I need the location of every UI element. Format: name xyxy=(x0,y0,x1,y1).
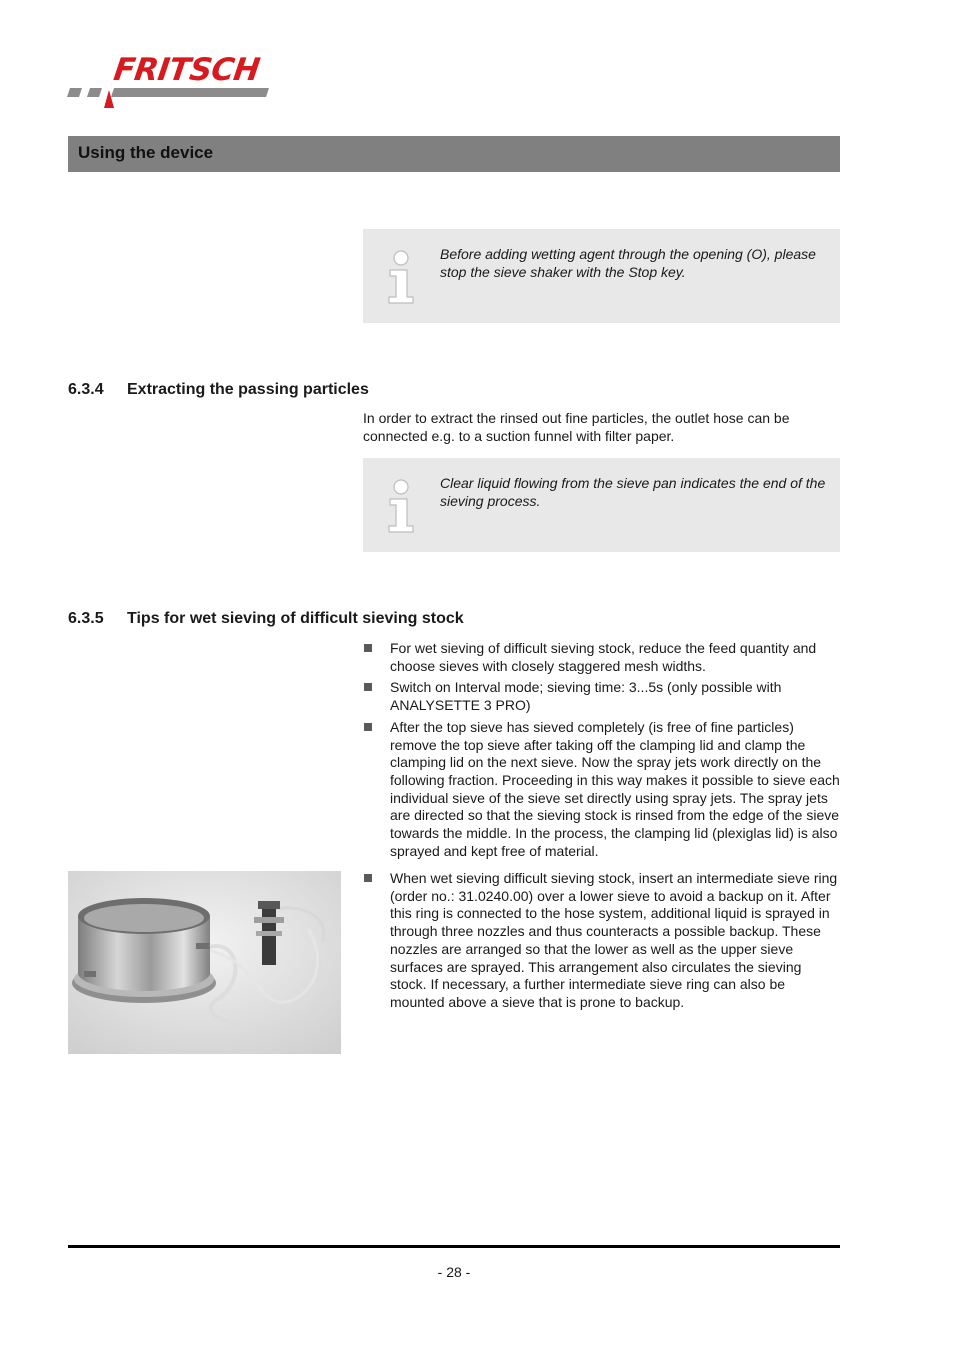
section-title: Using the device xyxy=(78,143,214,162)
bullet-square-icon xyxy=(364,874,372,882)
section-heading-text: Extracting the passing particles xyxy=(127,381,369,398)
bullet-square-icon xyxy=(364,683,372,691)
section-number: 6.3.4 xyxy=(68,381,104,398)
bullet-square-icon xyxy=(364,723,372,731)
body-paragraph: In order to extract the rinsed out fine particles, the outlet hose can be connected e.g. to a suction funnel with filter paper. xyxy=(363,410,790,444)
tips-bullet-list xyxy=(363,640,840,864)
bullet-square-icon xyxy=(364,644,372,652)
intermediate-sieve-ring-photo xyxy=(68,871,341,1054)
brand-name: FRITSCH xyxy=(111,52,262,88)
tips-bullet-list-continued xyxy=(363,870,840,1016)
info-note-text: Before adding wetting agent through the opening (O), please stop the sieve shaker with the Stop key. xyxy=(440,246,816,280)
section-number: 6.3.5 xyxy=(68,610,104,627)
list-item: After the top sieve has sieved completely (is free of fine particles) remove the top sieve after taking off the clamping lid and clamp the clamping lid on the next sieve. Now the spray jets work directly on the following fraction. Proceeding in this way makes it possible to sieve each individual sieve of the sieve set directly using spray jets. The spray jets are directed so that the sieving stock is rinsed from the edge of the sieve towards the middle. In the process, the clamping lid (plexiglas lid) is also sprayed and kept free of material. xyxy=(363,719,840,861)
section-heading-text: Tips for wet sieving of difficult sieving stock xyxy=(127,610,464,627)
info-note-box xyxy=(363,229,840,323)
page-number: - 28 - xyxy=(437,1264,471,1280)
list-item: Switch on Interval mode; sieving time: 3...5s (only possible with ANALYSETTE 3 PRO) xyxy=(363,679,840,714)
info-note-box xyxy=(363,458,840,552)
footer-rule xyxy=(68,1245,840,1248)
section-heading-6-3-4 xyxy=(68,381,369,399)
section-heading-6-3-5 xyxy=(68,610,464,628)
list-item: For wet sieving of difficult sieving stock, reduce the feed quantity and choose sieves with closely staggered mesh widths. xyxy=(363,640,840,675)
list-item: When wet sieving difficult sieving stock, insert an intermediate sieve ring (order no.: 31.0240.00) over a lower sieve to avoid a backup on it. After this ring is connected to the hose system, additional liquid is sprayed in through three nozzles and thus counteracts a possible backup. These nozzles are arranged so that the lower as well as the upper sieve surfaces are sprayed. This arrangement also circulates the sieving stock. If necessary, a further intermediate sieve ring can also be mounted above a sieve that is prone to backup. xyxy=(363,870,840,1012)
info-icon xyxy=(387,478,417,534)
info-icon xyxy=(387,249,417,305)
fritsch-logo xyxy=(66,52,286,112)
info-note-text: Clear liquid flowing from the sieve pan indicates the end of the sieving process. xyxy=(440,475,826,509)
section-header-bar xyxy=(68,136,840,172)
